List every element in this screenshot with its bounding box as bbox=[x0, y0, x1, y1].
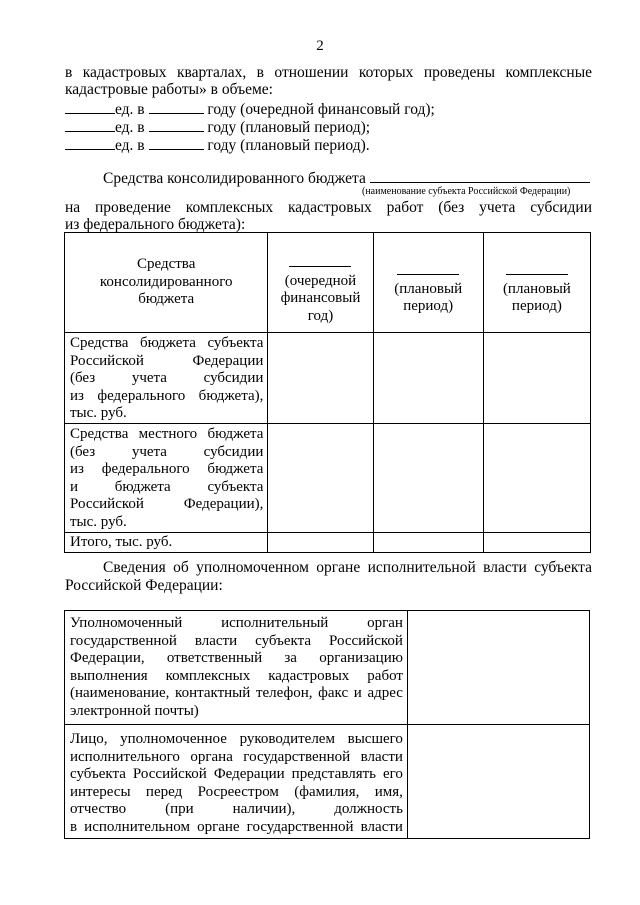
page-number: 2 bbox=[316, 38, 324, 54]
value-cell[interactable] bbox=[373, 333, 483, 424]
value-cell[interactable] bbox=[483, 333, 590, 424]
budget-header-row bbox=[65, 233, 591, 333]
year-blank bbox=[506, 273, 568, 275]
header-cell-plan-2: (плановый период) bbox=[483, 233, 590, 333]
consolidated-lead-line bbox=[103, 168, 583, 188]
volume-suffix: году (плановый период); bbox=[207, 119, 371, 136]
value-cell[interactable] bbox=[407, 725, 589, 839]
table-row bbox=[65, 423, 591, 532]
table-row bbox=[65, 611, 590, 725]
consolidated-line-3: из федерального бюджета): bbox=[65, 216, 246, 233]
value-cell[interactable] bbox=[407, 611, 589, 725]
authority-row-label: Уполномоченный исполнительный орган государственной власти субъекта Российской Федерации, ответственный за организацию выполнения комплексных кадастровых работ (наименование, контактный телефон, факс и адрес электронной почты) bbox=[65, 611, 408, 725]
volume-suffix: году (очередной финансовый год); bbox=[207, 101, 435, 118]
representative-row-label: Лицо, уполномоченное руководителем высшего исполнительного органа государственной власти субъекта Российской Федерации представлять его интересы перед Росреестром (фамилия, имя, отчество (при наличии), должность в исполнительном органе государственной власти bbox=[65, 725, 408, 839]
value-cell[interactable] bbox=[268, 532, 373, 552]
table-row bbox=[65, 725, 590, 839]
value-cell[interactable] bbox=[268, 423, 373, 532]
blank-field bbox=[65, 99, 115, 114]
consolidated-line-2: на проведение комплексных кадастровых работ (без учета субсидии bbox=[65, 199, 592, 216]
authority-line-2: Российской Федерации: bbox=[65, 577, 223, 594]
authority-table bbox=[64, 610, 590, 839]
volume-row-3 bbox=[65, 135, 592, 155]
blank-field bbox=[149, 99, 204, 114]
volume-unit: ед. в bbox=[115, 137, 145, 154]
blank-field bbox=[65, 117, 115, 132]
subject-blank-field bbox=[370, 168, 590, 183]
blank-field bbox=[149, 135, 204, 150]
volume-unit: ед. в bbox=[115, 119, 145, 136]
blank-field bbox=[65, 135, 115, 150]
subject-caption: (наименование субъекта Российской Федерации) bbox=[362, 186, 571, 197]
value-cell[interactable] bbox=[373, 532, 483, 552]
budget-table bbox=[64, 232, 591, 553]
value-cell[interactable] bbox=[483, 532, 590, 552]
value-cell[interactable] bbox=[483, 423, 590, 532]
table-row bbox=[65, 532, 591, 552]
header-cell-current-year: (очередной финансовый год) bbox=[268, 233, 373, 333]
authority-line-1: Сведения об уполномоченном органе исполнительной власти субъекта bbox=[103, 559, 592, 576]
table-row bbox=[65, 333, 591, 424]
blank-field bbox=[149, 117, 204, 132]
volume-suffix: году (плановый период). bbox=[207, 137, 370, 154]
value-cell[interactable] bbox=[268, 333, 373, 424]
intro-line-2: кадастровые работы» в объеме: bbox=[65, 81, 273, 98]
consolidated-lead: Средства консолидированного бюджета bbox=[103, 170, 366, 187]
year-blank bbox=[397, 273, 459, 275]
volume-unit: ед. в bbox=[115, 101, 145, 118]
row-label-total: Итого, тыс. руб. bbox=[65, 532, 268, 552]
year-blank bbox=[289, 265, 351, 267]
header-cell-budget: Средства консолидированного бюджета bbox=[65, 233, 268, 333]
row-label-subject-budget: Средства бюджета субъекта Российской Федерации (без учета субсидии из федерального бюджета), тыс. руб. bbox=[65, 333, 268, 424]
row-label-local-budget: Средства местного бюджета (без учета субсидии из федерального бюджета и бюджета субъекта Российской Федерации), тыс. руб. bbox=[65, 423, 268, 532]
value-cell[interactable] bbox=[373, 423, 483, 532]
volume-row-1 bbox=[65, 99, 592, 119]
intro-line-1: в кадастровых кварталах, в отношении которых проведены комплексные bbox=[65, 64, 592, 81]
volume-row-2 bbox=[65, 117, 592, 137]
header-cell-plan-1: (плановый период) bbox=[373, 233, 483, 333]
